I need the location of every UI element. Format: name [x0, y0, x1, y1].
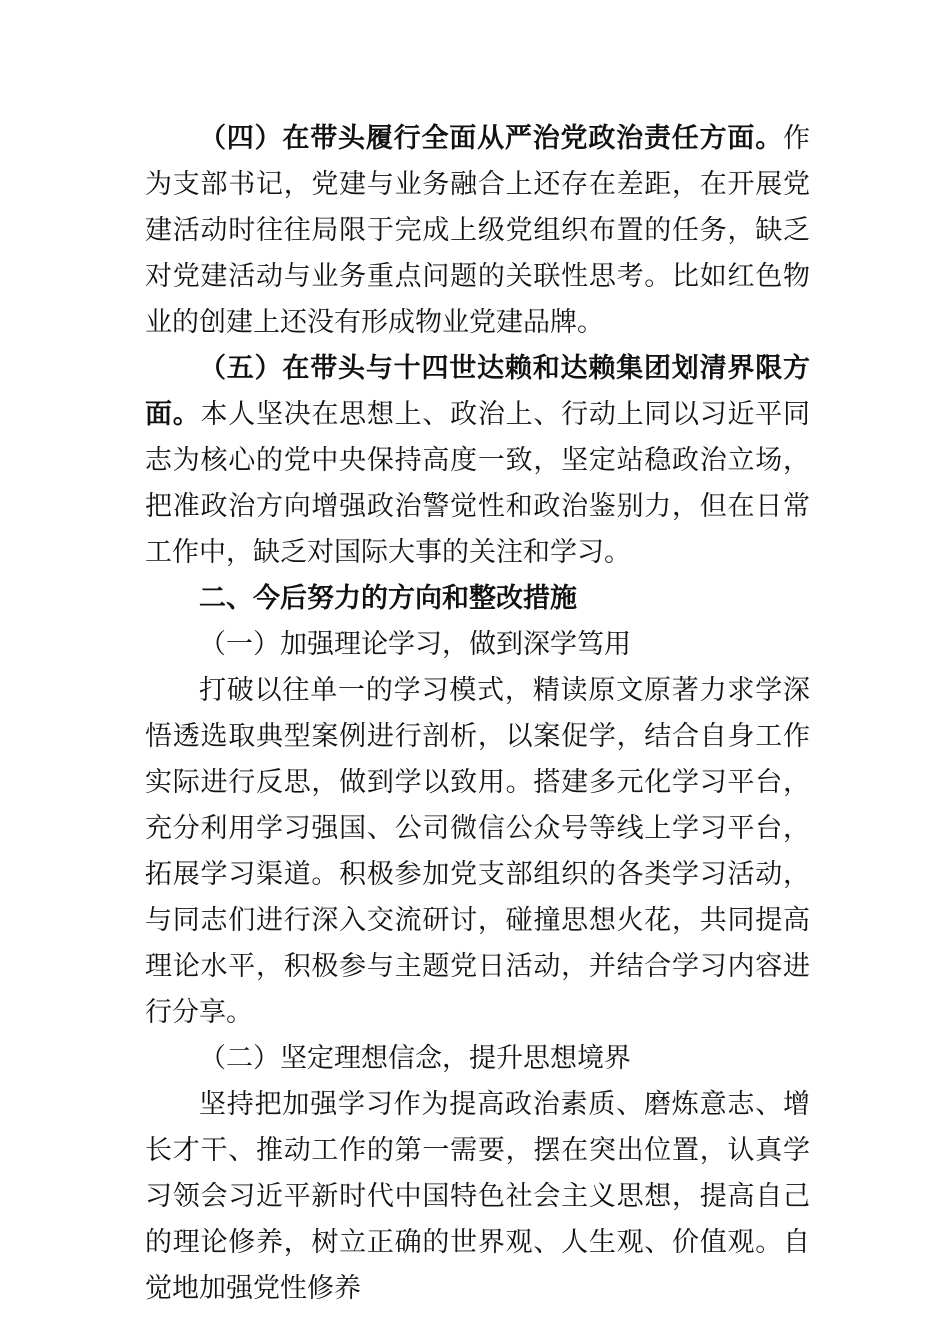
measure-1-heading: （一）加强理论学习，做到深学笃用 [199, 629, 631, 660]
section-5-body: 本人坚决在思想上、政治上、行动上同以习近平同志为核心的党中央保持高度一致，坚定站稳政治立场，把准政治方向增强政治警觉性和政治鉴别力，但在日常工作中，缺乏对国际大事的关注和学习。 [145, 399, 811, 568]
section-5-lead: （五）在带头与十四世达赖和达赖集团划清界限方面。 [145, 353, 810, 430]
section-4-lead: （四）在带头履行全面从严治党政治责任方面。 [199, 123, 783, 154]
section-4-paragraph [145, 116, 810, 346]
document-body [145, 116, 810, 1312]
section-4-body: 作为支部书记，党建与业务融合上还存在差距，在开展党建活动时往往局限于完成上级党组织布置的任务，缺乏对党建活动与业务重点问题的关联性思考。比如红色物业的创建上还没有形成物业党建品牌。 [145, 123, 810, 338]
section-5-paragraph [145, 346, 810, 576]
part-2-heading: 二、今后努力的方向和整改措施 [199, 583, 577, 614]
measure-2-heading: （二）坚定理想信念，提升思想境界 [199, 1043, 631, 1074]
measure-2-body: 坚持把加强学习作为提高政治素质、磨炼意志、增长才干、推动工作的第一需要，摆在突出位置，认真学习领会习近平新时代中国特色社会主义思想，提高自己的理论修养，树立正确的世界观、人生观、价值观。自觉地加强党性修养 [145, 1089, 810, 1304]
measure-1-body: 打破以往单一的学习模式，精读原文原著力求学深悟透选取典型案例进行剖析，以案促学，结合自身工作实际进行反思，做到学以致用。搭建多元化学习平台，充分利用学习强国、公司微信公众号等线上学习平台，拓展学习渠道。积极参加党支部组织的各类学习活动，与同志们进行深入交流研讨，碰撞思想火花，共同提高理论水平，积极参与主题党日活动，并结合学习内容进行分享。 [145, 675, 810, 1028]
